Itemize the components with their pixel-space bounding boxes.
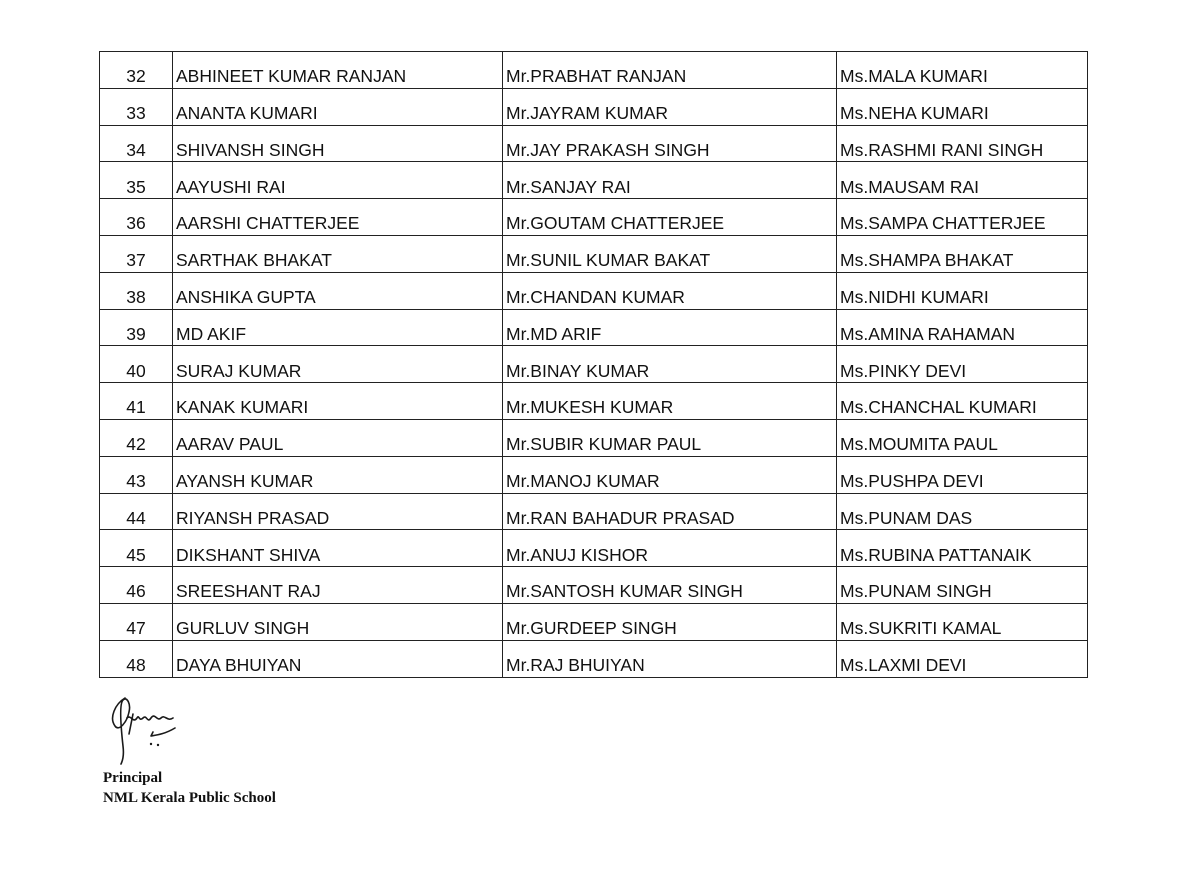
serial-number-cell (100, 272, 173, 309)
father-name-cell (503, 309, 837, 346)
student-name-text: ANSHIKA GUPTA (176, 287, 316, 308)
mother-name-cell (837, 88, 1088, 125)
serial-number-text: 40 (126, 360, 146, 381)
father-name-text: Mr.RAN BAHADUR PRASAD (506, 507, 735, 528)
table-row (100, 199, 1088, 236)
father-name-text: Mr.ANUJ KISHOR (506, 544, 648, 565)
serial-number-cell (100, 88, 173, 125)
table-row (100, 125, 1088, 162)
serial-number-cell (100, 493, 173, 530)
serial-number-text: 46 (126, 581, 146, 602)
mother-name-cell (837, 419, 1088, 456)
student-name-text: RIYANSH PRASAD (176, 507, 330, 528)
student-name-cell (173, 603, 503, 640)
father-name-cell (503, 640, 837, 677)
father-name-text: Mr.GOUTAM CHATTERJEE (506, 213, 725, 234)
father-name-text: Mr.CHANDAN KUMAR (506, 287, 685, 308)
father-name-text: Mr.GURDEEP SINGH (506, 618, 677, 639)
mother-name-text: Ms.PUNAM SINGH (840, 581, 992, 602)
serial-number-text: 47 (126, 618, 146, 639)
father-name-text: Mr.PRABHAT RANJAN (506, 66, 687, 87)
student-name-text: AARSHI CHATTERJEE (176, 213, 360, 234)
serial-number-text: 34 (126, 139, 146, 160)
mother-name-text: Ms.PUNAM DAS (840, 507, 973, 528)
serial-number-text: 33 (126, 103, 146, 124)
father-name-cell (503, 272, 837, 309)
mother-name-text: Ms.NEHA KUMARI (840, 103, 989, 124)
mother-name-text: Ms.PINKY DEVI (840, 360, 967, 381)
serial-number-cell (100, 199, 173, 236)
father-name-text: Mr.SANTOSH KUMAR SINGH (506, 581, 743, 602)
principal-title: Principal (103, 770, 163, 786)
mother-name-text: Ms.MAUSAM RAI (840, 176, 980, 197)
serial-number-text: 39 (126, 323, 146, 344)
father-name-cell (503, 493, 837, 530)
mother-name-cell (837, 199, 1088, 236)
serial-number-cell (100, 383, 173, 420)
father-name-text: Mr.JAYRAM KUMAR (506, 103, 669, 124)
table-row (100, 530, 1088, 567)
student-name-cell (173, 493, 503, 530)
mother-name-cell (837, 640, 1088, 677)
mother-name-text: Ms.PUSHPA DEVI (840, 471, 984, 492)
mother-name-text: Ms.RUBINA PATTANAIK (840, 544, 1032, 565)
student-roster-table (99, 51, 1088, 678)
student-name-cell (173, 162, 503, 199)
serial-number-text: 41 (126, 397, 146, 418)
serial-number-cell (100, 52, 173, 89)
student-name-cell (173, 383, 503, 420)
table-row (100, 456, 1088, 493)
student-name-cell (173, 309, 503, 346)
table-row (100, 567, 1088, 604)
student-name-text: ABHINEET KUMAR RANJAN (176, 66, 407, 87)
father-name-text: Mr.RAJ BHUIYAN (506, 655, 645, 676)
serial-number-cell (100, 346, 173, 383)
table-row (100, 493, 1088, 530)
table-row (100, 640, 1088, 677)
mother-name-text: Ms.CHANCHAL KUMARI (840, 397, 1037, 418)
father-name-cell (503, 52, 837, 89)
signature-block (103, 688, 276, 808)
student-name-text: KANAK KUMARI (176, 397, 309, 418)
mother-name-text: Ms.LAXMI DEVI (840, 655, 967, 676)
serial-number-text: 35 (126, 176, 146, 197)
serial-number-text: 36 (126, 213, 146, 234)
student-name-cell (173, 272, 503, 309)
mother-name-cell (837, 567, 1088, 604)
table-row (100, 309, 1088, 346)
serial-number-cell (100, 640, 173, 677)
student-name-text: AAYUSHI RAI (176, 176, 286, 197)
student-name-cell (173, 530, 503, 567)
table-row (100, 603, 1088, 640)
mother-name-text: Ms.SAMPA CHATTERJEE (840, 213, 1046, 234)
mother-name-cell (837, 309, 1088, 346)
table-row (100, 88, 1088, 125)
mother-name-text: Ms.MOUMITA PAUL (840, 434, 998, 455)
serial-number-text: 42 (126, 434, 146, 455)
serial-number-text: 32 (126, 66, 146, 87)
serial-number-cell (100, 419, 173, 456)
father-name-cell (503, 162, 837, 199)
table-row (100, 419, 1088, 456)
student-name-cell (173, 125, 503, 162)
father-name-text: Mr.SANJAY RAI (506, 176, 631, 197)
student-name-text: SURAJ KUMAR (176, 360, 302, 381)
student-name-text: SREESHANT RAJ (176, 581, 321, 602)
student-name-cell (173, 346, 503, 383)
student-name-text: AARAV PAUL (176, 434, 284, 455)
serial-number-text: 48 (126, 655, 146, 676)
student-name-cell (173, 235, 503, 272)
table-row (100, 235, 1088, 272)
mother-name-text: Ms.MALA KUMARI (840, 66, 988, 87)
father-name-text: Mr.SUNIL KUMAR BAKAT (506, 250, 711, 271)
student-name-text: AYANSH KUMAR (176, 471, 314, 492)
father-name-text: Mr.MANOJ KUMAR (506, 471, 660, 492)
student-name-cell (173, 52, 503, 89)
father-name-cell (503, 530, 837, 567)
mother-name-cell (837, 456, 1088, 493)
mother-name-cell (837, 383, 1088, 420)
student-name-cell (173, 88, 503, 125)
mother-name-cell (837, 346, 1088, 383)
father-name-cell (503, 383, 837, 420)
mother-name-text: Ms.SUKRITI KAMAL (840, 618, 1002, 639)
serial-number-cell (100, 456, 173, 493)
mother-name-cell (837, 530, 1088, 567)
father-name-cell (503, 419, 837, 456)
student-name-cell (173, 567, 503, 604)
mother-name-cell (837, 235, 1088, 272)
father-name-cell (503, 88, 837, 125)
serial-number-cell (100, 162, 173, 199)
father-name-cell (503, 346, 837, 383)
table-row (100, 162, 1088, 199)
mother-name-text: Ms.AMINA RAHAMAN (840, 323, 1016, 344)
serial-number-cell (100, 603, 173, 640)
father-name-text: Mr.MD ARIF (506, 323, 602, 344)
mother-name-text: Ms.SHAMPA BHAKAT (840, 250, 1014, 271)
school-name: NML Kerala Public School (103, 790, 276, 806)
student-name-text: SARTHAK BHAKAT (176, 250, 332, 271)
serial-number-cell (100, 530, 173, 567)
student-name-text: DIKSHANT SHIVA (176, 544, 321, 565)
mother-name-cell (837, 125, 1088, 162)
father-name-cell (503, 456, 837, 493)
serial-number-text: 45 (126, 544, 146, 565)
student-name-cell (173, 419, 503, 456)
student-name-cell (173, 456, 503, 493)
father-name-text: Mr.JAY PRAKASH SINGH (506, 139, 710, 160)
serial-number-text: 43 (126, 471, 146, 492)
table-row (100, 383, 1088, 420)
father-name-cell (503, 567, 837, 604)
student-name-text: GURLUV SINGH (176, 618, 310, 639)
student-name-text: MD AKIF (176, 323, 247, 344)
father-name-cell (503, 125, 837, 162)
father-name-cell (503, 199, 837, 236)
principal-signature (103, 688, 193, 768)
serial-number-cell (100, 235, 173, 272)
serial-number-cell (100, 309, 173, 346)
roster-table-wrapper (99, 51, 1088, 678)
student-name-cell (173, 199, 503, 236)
father-name-text: Mr.MUKESH KUMAR (506, 397, 674, 418)
serial-number-cell (100, 567, 173, 604)
serial-number-text: 38 (126, 287, 146, 308)
mother-name-cell (837, 52, 1088, 89)
roster-table-body (100, 52, 1088, 678)
serial-number-text: 44 (126, 507, 146, 528)
mother-name-text: Ms.RASHMI RANI SINGH (840, 139, 1044, 160)
mother-name-text: Ms.NIDHI KUMARI (840, 287, 989, 308)
serial-number-cell (100, 125, 173, 162)
mother-name-cell (837, 162, 1088, 199)
mother-name-cell (837, 493, 1088, 530)
student-name-text: ANANTA KUMARI (176, 103, 318, 124)
student-name-text: DAYA BHUIYAN (176, 655, 302, 676)
table-row (100, 346, 1088, 383)
table-row (100, 272, 1088, 309)
serial-number-text: 37 (126, 250, 146, 271)
table-row (100, 52, 1088, 89)
father-name-text: Mr.BINAY KUMAR (506, 360, 650, 381)
mother-name-cell (837, 603, 1088, 640)
student-name-text: SHIVANSH SINGH (176, 139, 325, 160)
student-name-cell (173, 640, 503, 677)
mother-name-cell (837, 272, 1088, 309)
father-name-cell (503, 603, 837, 640)
father-name-text: Mr.SUBIR KUMAR PAUL (506, 434, 702, 455)
father-name-cell (503, 235, 837, 272)
